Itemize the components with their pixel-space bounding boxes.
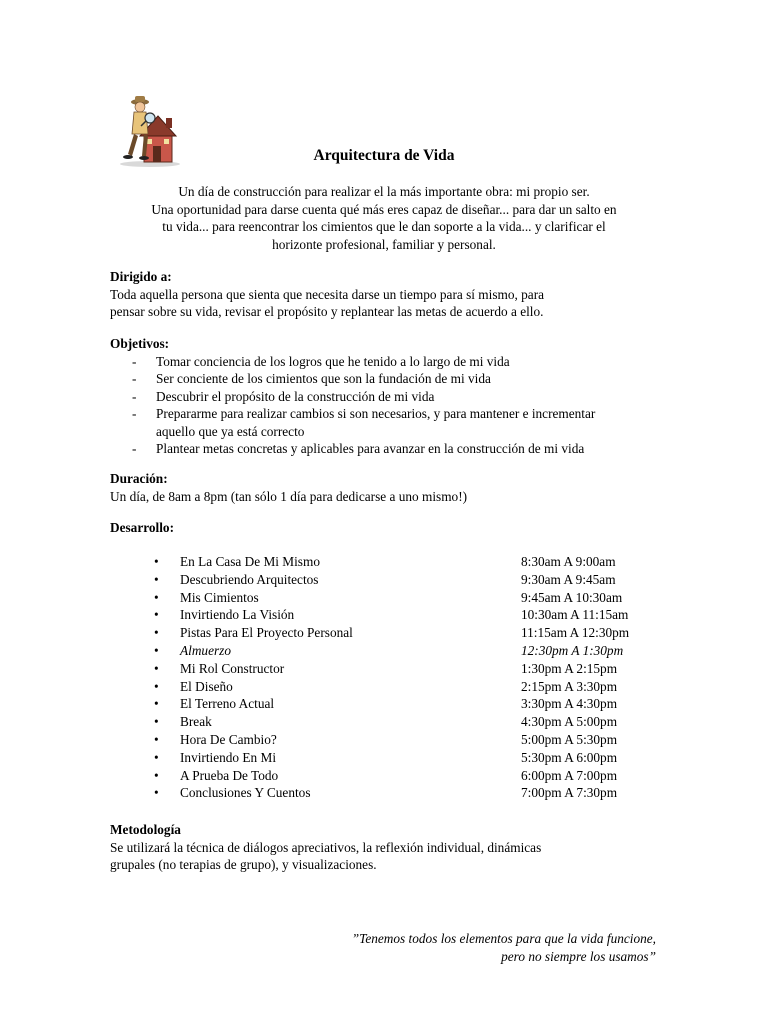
intro-line: Un día de construcción para realizar el la más importante obra: mi propio ser. [178,184,590,199]
objetivo-text: Prepararme para realizar cambios si son necesarios, y para mantener e incrementar aquello que ya está correcto [156,406,596,439]
schedule-item-label: Descubriendo Arquitectos [180,571,319,587]
document-title: Arquitectura de Vida [313,147,455,164]
schedule-item-time: 10:30am A 11:15am [521,607,629,623]
schedule-item-label: Invirtiendo La Visión [180,607,295,623]
objetivo-item [110,388,670,406]
objetivo-item [110,353,670,371]
dirigido-section [110,268,670,321]
bullet-marker: • [154,749,159,765]
objetivo-item [110,440,670,458]
dash-marker: - [132,441,137,456]
desarrollo-section [110,519,670,537]
bullet-marker: • [154,696,159,712]
objetivos-list [110,353,670,458]
schedule-item-label: Conclusiones Y Cuentos [180,785,311,801]
schedule-item-label: Almuerzo [180,642,231,658]
quote-line: pero no siempre los usamos” [501,948,656,964]
schedule-row [110,553,670,571]
objetivos-section [110,335,670,458]
schedule-item-time: 5:30pm A 6:00pm [521,749,618,765]
schedule-item-time: 5:00pm A 5:30pm [521,731,618,747]
bullet-marker: • [154,767,159,783]
dirigido-line: pensar sobre su vida, revisar el propósito y replantear las metas de acuerdo a ello. [110,304,544,319]
schedule-row [110,589,670,607]
schedule-item-time: 12:30pm A 1:30pm [521,642,624,658]
closing-quote [352,930,656,965]
dash-marker: - [132,388,137,404]
metodologia-line: Se utilizará la técnica de diálogos apreciativos, la reflexión individual, dinámicas [110,839,542,855]
intro-line: horizonte profesional, familiar y personal. [272,236,496,252]
schedule-item-label: Mis Cimientos [180,589,259,605]
schedule-row [110,767,670,785]
objetivos-heading: Objetivos: [110,336,170,351]
dash-marker: - [132,406,137,421]
dirigido-line: Toda aquella persona que sienta que necesita darse un tiempo para sí mismo, para [110,286,545,302]
schedule-item-label: Break [180,714,212,730]
schedule-item-label: El Diseño [180,678,233,694]
schedule-item-time: 1:30pm A 2:15pm [521,660,618,676]
schedule-item-label: Mi Rol Constructor [180,660,285,676]
schedule-row [110,749,670,767]
schedule-item-label: Hora De Cambio? [180,731,277,747]
objetivo-text: Descubrir el propósito de la construcción de mi vida [156,388,435,404]
bullet-marker: • [154,607,159,623]
objetivo-item [110,370,670,388]
schedule-table [110,553,670,802]
schedule-item-label: Pistas Para El Proyecto Personal [180,625,353,641]
schedule-row [110,713,670,731]
schedule-row [110,678,670,696]
schedule-item-label: En La Casa De Mi Mismo [180,554,320,569]
schedule-item-time: 11:15am A 12:30pm [521,625,630,641]
duracion-section [110,470,670,505]
dash-marker: - [132,371,137,386]
schedule-item-time: 9:30am A 9:45am [521,571,616,587]
quote-line: ”Tenemos todos los elementos para que la vida funcione, [351,931,656,946]
schedule-row [110,784,670,802]
schedule-item-label: El Terreno Actual [180,696,275,712]
bullet-marker: • [154,642,159,658]
schedule-row [110,660,670,678]
bullet-marker: • [154,660,159,676]
schedule-item-label: A Prueba De Todo [180,767,279,783]
bullet-marker: • [154,678,159,694]
objetivo-text: Tomar conciencia de los logros que he tenido a lo largo de mi vida [156,353,510,369]
bullet-marker: • [154,731,159,747]
schedule-item-time: 4:30pm A 5:00pm [521,714,618,730]
objetivo-text: Ser conciente de los cimientos que son la fundación de mi vida [156,371,491,386]
dirigido-heading: Dirigido a: [110,269,172,284]
bullet-marker: • [154,714,159,730]
schedule-item-time: 6:00pm A 7:00pm [521,767,618,783]
schedule-row [110,624,670,642]
schedule-row [110,606,670,624]
duracion-text: Un día, de 8am a 8pm (tan sólo 1 día para dedicarse a uno mismo!) [110,488,468,504]
schedule-item-time: 8:30am A 9:00am [521,554,616,569]
metodologia-line: grupales (no terapias de grupo), y visualizaciones. [110,857,377,872]
schedule-item-time: 2:15pm A 3:30pm [521,678,618,694]
bullet-marker: • [154,554,159,569]
schedule-item-time: 7:00pm A 7:30pm [521,785,618,801]
duracion-heading: Duración: [110,471,168,486]
objetivo-text: Plantear metas concretas y aplicables para avanzar en la construcción de mi vida [156,441,585,456]
schedule-row [110,695,670,713]
objetivo-item [110,405,670,440]
bullet-marker: • [154,785,159,801]
dash-marker: - [132,353,137,369]
desarrollo-heading: Desarrollo: [110,520,175,535]
intro-line: Una oportunidad para darse cuenta qué más eres capaz de diseñar... para dar un salto en [151,201,617,217]
schedule-row [110,642,670,660]
schedule-row [110,731,670,749]
metodologia-section [110,821,670,874]
intro-paragraph [108,183,660,253]
metodologia-heading: Metodología [110,822,181,837]
bullet-marker: • [154,571,159,587]
schedule-row [110,571,670,589]
bullet-marker: • [154,625,159,641]
bullet-marker: • [154,589,159,605]
schedule-item-time: 9:45am A 10:30am [521,589,623,605]
intro-line: tu vida... para reencontrar los cimientos que le dan soporte a la vida... y clarificar el [162,219,606,234]
schedule-item-time: 3:30pm A 4:30pm [521,696,618,712]
schedule-item-label: Invirtiendo En Mi [180,749,277,765]
